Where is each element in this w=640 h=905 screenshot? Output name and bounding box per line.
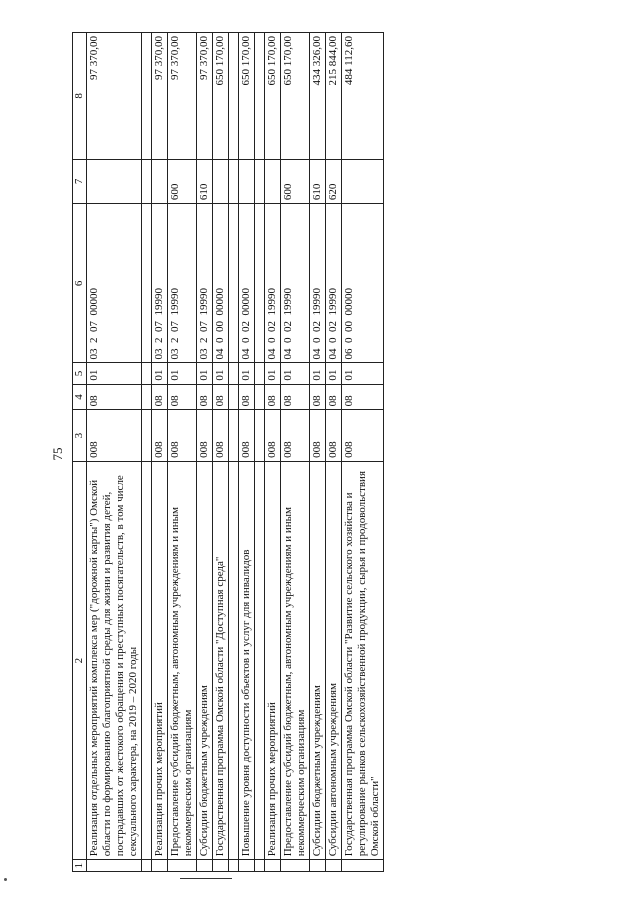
- row-code-ministry: 008: [213, 410, 229, 462]
- row-index-cell: [265, 860, 281, 872]
- row-code-ministry: 008: [239, 410, 255, 462]
- table-header-row: [73, 33, 87, 872]
- spacer-row: [229, 33, 239, 872]
- row-name: Предоставление субсидий бюджетным, автономным учреждениям и иным некоммерческим организациям: [168, 461, 197, 859]
- row-code-section: 08: [87, 384, 142, 410]
- spacer-row: [142, 33, 152, 872]
- row-code-section: 08: [197, 384, 213, 410]
- header-cell: 8: [73, 33, 87, 160]
- row-index-cell: [281, 860, 310, 872]
- row-code-subsection: 01: [197, 363, 213, 384]
- table-row: [310, 33, 326, 872]
- table-row: [213, 33, 229, 872]
- row-code-ministry: 008: [326, 410, 342, 462]
- row-code-ministry: 008: [197, 410, 213, 462]
- row-amount: 97 370,00: [87, 33, 142, 160]
- row-index-cell: [239, 860, 255, 872]
- row-code-subsection: 01: [310, 363, 326, 384]
- row-code-section: 08: [342, 384, 384, 410]
- row-code-target: 04 0 02 00000: [239, 204, 255, 363]
- row-code-section: 08: [310, 384, 326, 410]
- row-amount: 650 170,00: [265, 33, 281, 160]
- row-index-cell: [213, 860, 229, 872]
- row-amount: 97 370,00: [152, 33, 168, 160]
- row-code-section: 08: [281, 384, 310, 410]
- row-name: Предоставление субсидий бюджетным, автономным учреждениям и иным некоммерческим организациям: [281, 461, 310, 859]
- row-code-target: 04 0 02 19990: [265, 204, 281, 363]
- rotated-table-container: [72, 32, 444, 872]
- row-code-ministry: 008: [87, 410, 142, 462]
- header-cell: 3: [73, 410, 87, 462]
- row-code-expense-type: [239, 159, 255, 204]
- row-code-ministry: 008: [265, 410, 281, 462]
- header-cell: 7: [73, 159, 87, 204]
- row-code-expense-type: [342, 159, 384, 204]
- row-code-expense-type: [152, 159, 168, 204]
- row-code-section: 08: [239, 384, 255, 410]
- row-name: Субсидии бюджетным учреждениям: [197, 461, 213, 859]
- header-cell: 1: [73, 860, 87, 872]
- row-code-subsection: 01: [265, 363, 281, 384]
- row-amount: 650 170,00: [239, 33, 255, 160]
- row-name: Субсидии автономным учреждениям: [326, 461, 342, 859]
- header-cell: 5: [73, 363, 87, 384]
- row-index-cell: [326, 860, 342, 872]
- table-row: [168, 33, 197, 872]
- row-code-expense-type: [87, 159, 142, 204]
- row-code-subsection: 01: [342, 363, 384, 384]
- row-code-expense-type: [213, 159, 229, 204]
- row-code-expense-type: 600: [168, 159, 197, 204]
- row-code-subsection: 01: [152, 363, 168, 384]
- row-index-cell: [310, 860, 326, 872]
- row-name: Государственная программа Омской области "Доступная среда": [213, 461, 229, 859]
- row-name: Субсидии бюджетным учреждениям: [310, 461, 326, 859]
- row-amount: 97 370,00: [168, 33, 197, 160]
- row-code-section: 08: [326, 384, 342, 410]
- table-row: [326, 33, 342, 872]
- row-code-ministry: 008: [281, 410, 310, 462]
- row-amount: 215 844,00: [326, 33, 342, 160]
- row-index-cell: [197, 860, 213, 872]
- row-code-subsection: 01: [168, 363, 197, 384]
- header-cell: 6: [73, 204, 87, 363]
- row-code-target: 03 2 07 19990: [168, 204, 197, 363]
- budget-table: [72, 32, 384, 872]
- row-code-subsection: 01: [87, 363, 142, 384]
- row-code-section: 08: [152, 384, 168, 410]
- row-code-expense-type: 610: [197, 159, 213, 204]
- row-index-cell: [87, 860, 142, 872]
- row-code-expense-type: 620: [326, 159, 342, 204]
- row-amount: 434 326,00: [310, 33, 326, 160]
- row-amount: 97 370,00: [197, 33, 213, 160]
- row-code-ministry: 008: [342, 410, 384, 462]
- row-code-target: 03 2 07 19990: [197, 204, 213, 363]
- row-amount: 650 170,00: [213, 33, 229, 160]
- row-name: Государственная программа Омской области "Развитие сельского хозяйства и регулирование рынков сельскохозяйственной продукции, сырья и продовольствия Омской области": [342, 461, 384, 859]
- row-code-section: 08: [265, 384, 281, 410]
- row-index-cell: [342, 860, 384, 872]
- row-code-subsection: 01: [281, 363, 310, 384]
- row-index-cell: [168, 860, 197, 872]
- row-code-expense-type: 600: [281, 159, 310, 204]
- row-code-subsection: 01: [326, 363, 342, 384]
- row-code-section: 08: [213, 384, 229, 410]
- table-row: [87, 33, 142, 872]
- row-code-section: 08: [168, 384, 197, 410]
- row-name: Реализация прочих мероприятий: [152, 461, 168, 859]
- row-code-expense-type: 610: [310, 159, 326, 204]
- page-number: 75: [50, 447, 65, 461]
- row-code-target: 04 0 02 19990: [310, 204, 326, 363]
- row-code-ministry: 008: [310, 410, 326, 462]
- row-code-target: 06 0 00 00000: [342, 204, 384, 363]
- scan-mark: [4, 878, 7, 881]
- row-index-cell: [152, 860, 168, 872]
- row-amount: 484 112,60: [342, 33, 384, 160]
- spacer-row: [255, 33, 265, 872]
- header-cell: 2: [73, 461, 87, 859]
- row-code-target: 03 2 07 19990: [152, 204, 168, 363]
- row-name: Повышение уровня доступности объектов и услуг для инвалидов: [239, 461, 255, 859]
- row-code-ministry: 008: [168, 410, 197, 462]
- row-name: Реализация прочих мероприятий: [265, 461, 281, 859]
- table-row: [265, 33, 281, 872]
- row-code-target: 03 2 07 00000: [87, 204, 142, 363]
- table-row: [197, 33, 213, 872]
- row-code-target: 04 0 00 00000: [213, 204, 229, 363]
- table-row: [239, 33, 255, 872]
- row-amount: 650 170,00: [281, 33, 310, 160]
- row-code-target: 04 0 02 19990: [326, 204, 342, 363]
- footer-rule: [180, 878, 232, 879]
- table-row: [152, 33, 168, 872]
- row-code-ministry: 008: [152, 410, 168, 462]
- table-row: [281, 33, 310, 872]
- row-code-subsection: 01: [213, 363, 229, 384]
- row-code-expense-type: [265, 159, 281, 204]
- row-code-subsection: 01: [239, 363, 255, 384]
- table-row: [342, 33, 384, 872]
- row-name: Реализация отдельных мероприятий комплекса мер ("дорожной карты") Омской области по формированию благоприятной среды для жизни и развития детей, пострадавших от жестокого обращения и преступных посягательств, в том числе сексуального характера, на 2019 – 2020 годы: [87, 461, 142, 859]
- row-code-target: 04 0 02 19990: [281, 204, 310, 363]
- header-cell: 4: [73, 384, 87, 410]
